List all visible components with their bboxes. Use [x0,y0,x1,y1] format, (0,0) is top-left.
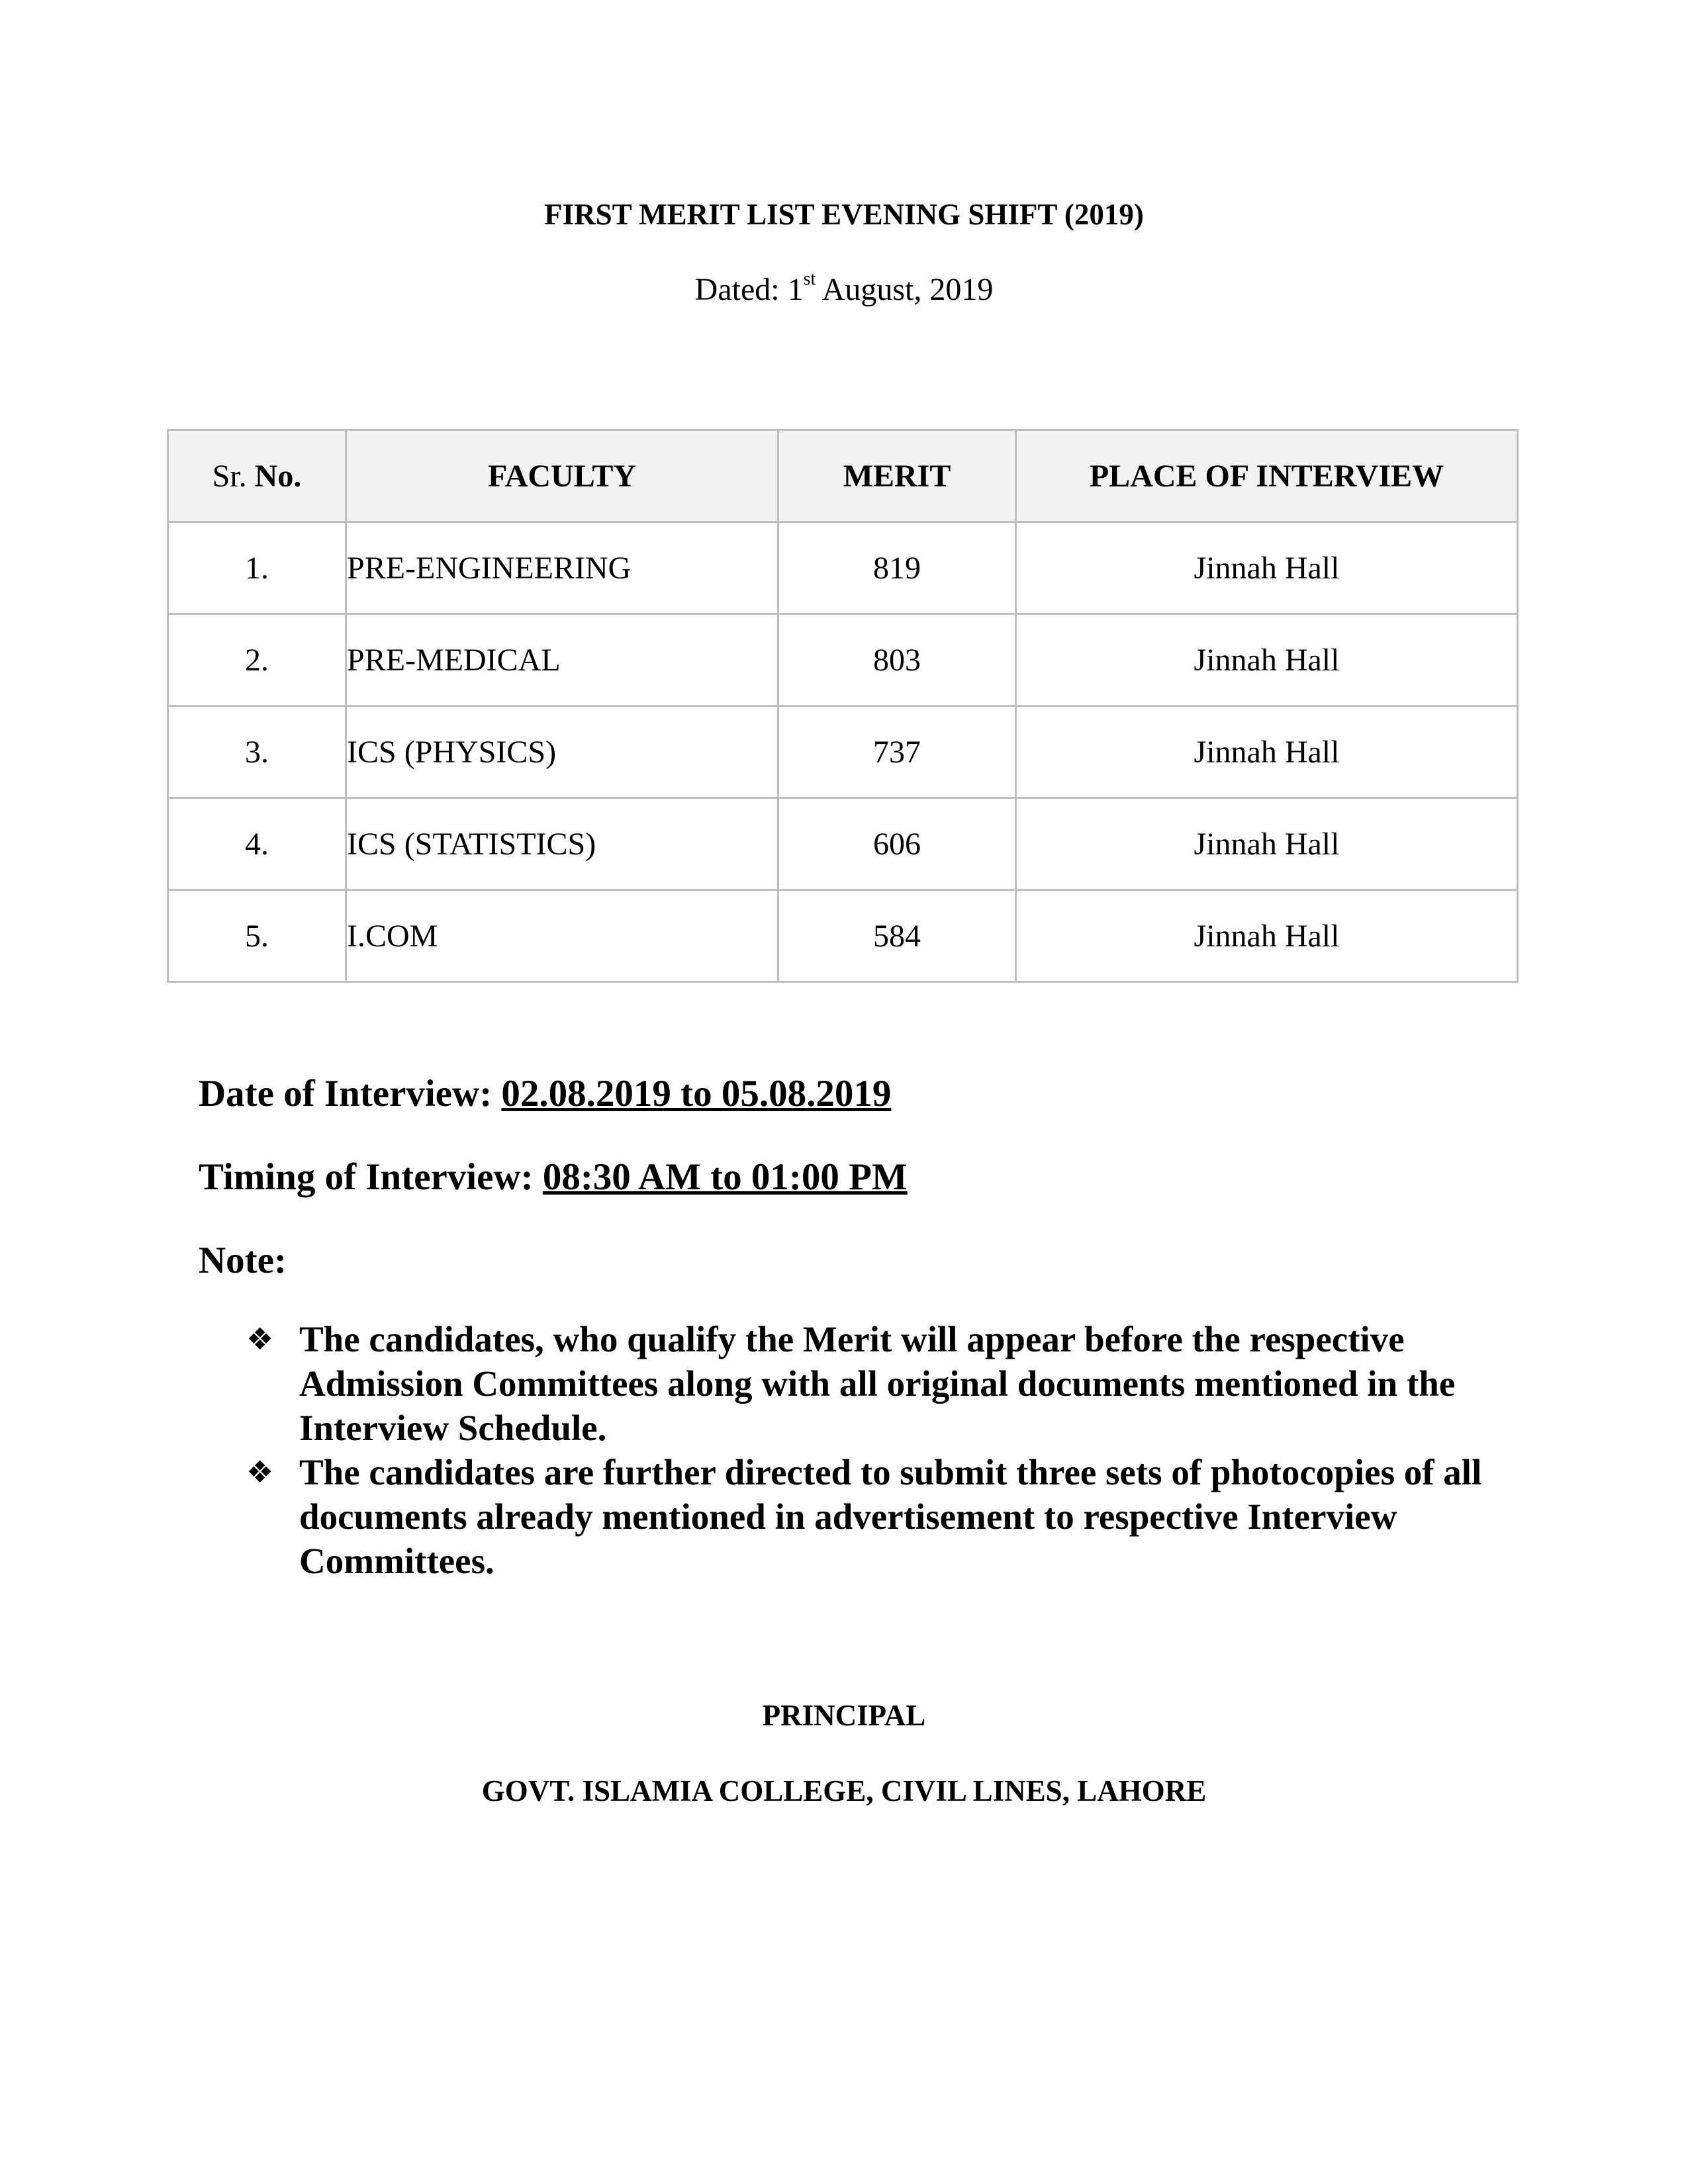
interview-timing [199,1156,908,1199]
cell-faculty: PRE-MEDICAL [346,614,778,706]
cell-faculty: PRE-ENGINEERING [346,522,778,614]
notes-list [246,1317,1491,1583]
cell-merit: 803 [778,614,1016,706]
diamond-bullet-icon: ❖ [246,1321,274,1357]
note-heading: Note: [199,1240,287,1281]
cell-place: Jinnah Hall [1016,798,1518,890]
cell-place: Jinnah Hall [1016,890,1518,982]
cell-sr: 2. [168,614,346,706]
cell-merit: 737 [778,706,1016,798]
interview-timing-value: 08:30 AM to 01:00 PM [542,1156,908,1198]
table-row [168,798,1518,890]
list-item [246,1317,1491,1450]
diamond-bullet-icon: ❖ [246,1454,274,1490]
table-row [168,890,1518,982]
cell-sr: 5. [168,890,346,982]
page-date [0,271,1688,308]
header-sr-light: Sr. [212,458,255,494]
cell-sr: 1. [168,522,346,614]
cell-place: Jinnah Hall [1016,522,1518,614]
cell-merit: 584 [778,890,1016,982]
signature-title: PRINCIPAL [762,1699,926,1732]
merit-table [167,429,1519,983]
list-item [246,1450,1491,1583]
date-ordinal: st [803,269,816,289]
cell-faculty: ICS (STATISTICS) [346,798,778,890]
cell-faculty: I.COM [346,890,778,982]
page-title: FIRST MERIT LIST EVENING SHIFT (2019) [544,198,1144,231]
note-text: The candidates, who qualify the Merit will appear before the respective Admission Committees along with all original documents mentioned in the Interview Schedule. [299,1319,1456,1448]
interview-date-label: Date of Interview: [199,1073,502,1115]
header-merit: MERIT [778,430,1016,522]
interview-date [199,1072,891,1115]
cell-faculty: ICS (PHYSICS) [346,706,778,798]
cell-merit: 819 [778,522,1016,614]
date-suffix: August, 2019 [816,272,994,307]
cell-merit: 606 [778,798,1016,890]
table-row [168,614,1518,706]
cell-sr: 4. [168,798,346,890]
signature-institution: GOVT. ISLAMIA COLLEGE, CIVIL LINES, LAHORE [481,1774,1207,1807]
table-row [168,706,1518,798]
interview-timing-label: Timing of Interview: [199,1156,543,1198]
header-faculty: FACULTY [346,430,778,522]
cell-place: Jinnah Hall [1016,614,1518,706]
interview-date-value: 02.08.2019 to 05.08.2019 [501,1073,892,1115]
cell-place: Jinnah Hall [1016,706,1518,798]
note-text: The candidates are further directed to submit three sets of photocopies of all documents already mentioned in advertisement to respective Interview Committees. [299,1452,1482,1581]
table-header-row [168,430,1518,522]
header-sr-bold: No. [254,458,302,494]
table-row [168,522,1518,614]
header-place: PLACE OF INTERVIEW [1016,430,1518,522]
cell-sr: 3. [168,706,346,798]
header-sr-no [168,430,346,522]
date-prefix: Dated: 1 [694,272,804,307]
